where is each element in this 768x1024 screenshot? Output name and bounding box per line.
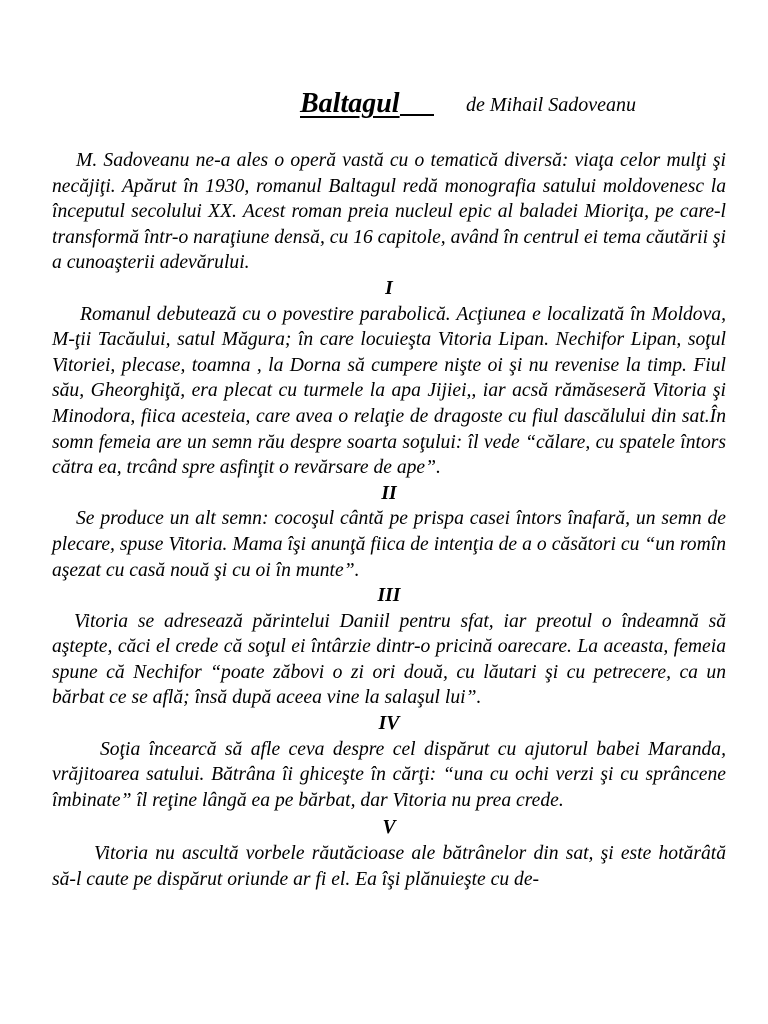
chapter-paragraph: Se produce un alt semn: cocoşul cântă pe prispa casei întors înafară, un semn de plecare, spuse Vitoria. Mama îşi anunţă fiica de intenţia de a o căsători cu “un romîn aşezat cu casă nouă şi cu oi în munte”. bbox=[52, 508, 726, 581]
chapter-heading: V bbox=[382, 817, 396, 839]
document-body bbox=[52, 148, 726, 892]
document-header bbox=[0, 88, 768, 128]
document-title: Baltagul bbox=[300, 88, 434, 120]
chapter-heading: IV bbox=[378, 713, 400, 735]
chapter-paragraph: Soţia încearcă să afle ceva despre cel dispărut cu ajutorul babei Maranda, vrăjitoarea satului. Bătrâna îi ghiceşte în cărţi: “una cu ochi verzi şi cu sprâncene îmbinate” îl reţine lângă ea pe bărbat, dar Vitoria nu prea crede. bbox=[52, 738, 726, 811]
document-author: de Mihail Sadoveanu bbox=[466, 94, 636, 116]
chapter-paragraph: Vitoria nu ascultă vorbele răutăcioase ale bătrânelor din sat, şi este hotărâtă să-l caute pe dispărut oriunde ar fi el. Ea îşi plănuieşte cu de- bbox=[52, 843, 726, 890]
chapter-heading: III bbox=[377, 585, 401, 607]
chapter-paragraph: Vitoria se adresează părintelui Daniil pentru sfat, iar preotul o îndeamnă să aştepte, căci el crede că soţul ei întârzie dintr-o pricină oarecare. La aceasta, femeia spune că Nechifor “poate zăbovi o zi ori două, cu lăutari şi cu petrecere, ca un bărbat ce se află; însă după aceea vine la salaşul lui”. bbox=[52, 610, 726, 709]
chapter-heading: I bbox=[385, 277, 393, 299]
intro-paragraph: M. Sadoveanu ne-a ales o operă vastă cu o tematică diversă: viaţa celor mulţi şi necăjiţi. Apărut în 1930, romanul Baltagul redă monografia satului moldovenesc la începutul secolului XX. Acest roman preia nucleul epic al baladei Mioriţa, pe care-l transformă într-o naraţiune densă, cu 16 capitole, având în centrul ei tema căutării şi a cunoaşterii adevărului. bbox=[52, 150, 726, 274]
chapter-paragraph: Romanul debutează cu o povestire parabolică. Acţiunea e localizată în Moldova, M-ţii Tacăului, satul Măgura; în care locuieşta Vitoria Lipan. Nechifor Lipan, soţul Vitoriei, plecase, toamna , la Dorna să cumpere nişte oi şi nu revenise la timp. Fiul său, Gheorghiţă, era plecat cu turmele la apa Jijiei,, iar acsă rămăseseră Vitoria şi Minodora, fiica acesteia, care avea o relaţie de dragoste cu fiul dascălului din sat.În somn femeia are un semn rău despre soarta soţului: îl vede “călare, cu spatele întors cătra ea, trcând spre asfinţit o revărsare de ape”. bbox=[52, 303, 726, 479]
chapter-heading: II bbox=[381, 482, 397, 504]
